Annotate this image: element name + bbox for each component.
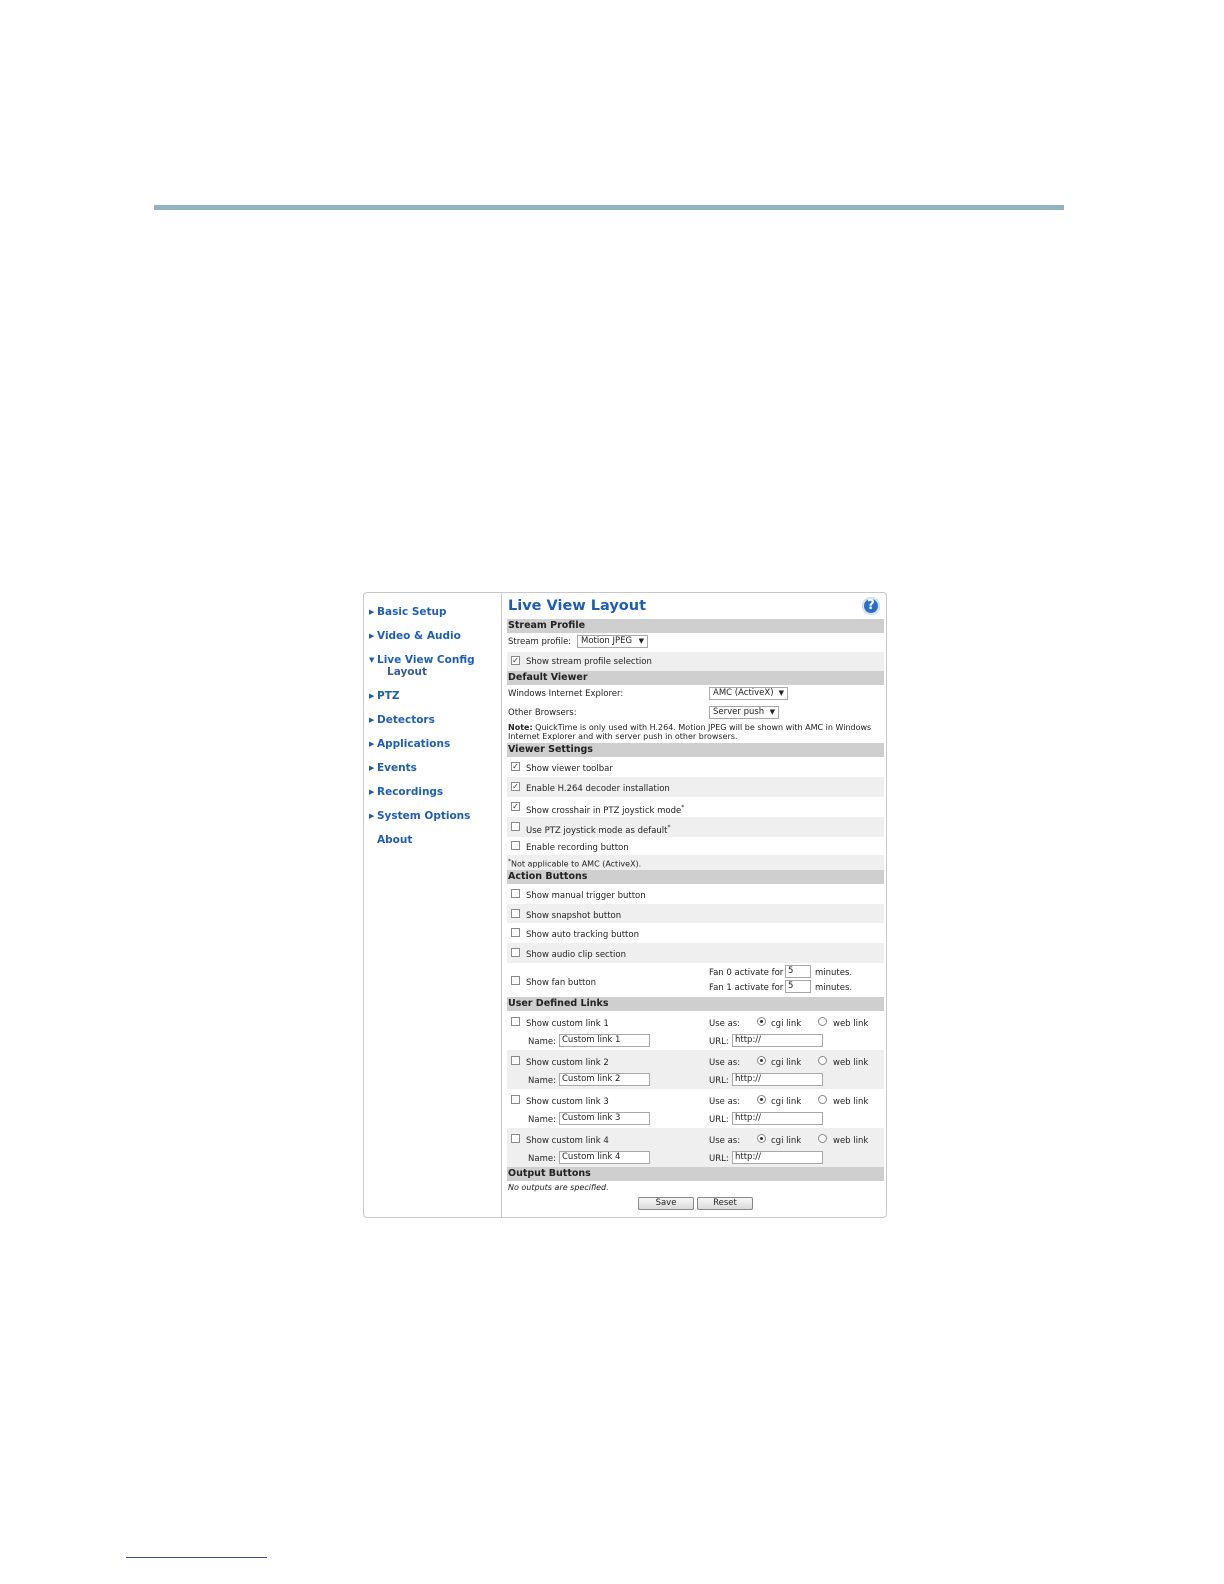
chevron-right-icon: ▶ bbox=[369, 812, 375, 820]
note-text: QuickTime is only used with H.264. Motion JPEG will be shown with AMC in Windows Internet Explorer and with server push in other browsers. bbox=[508, 723, 872, 741]
web-link-radio[interactable] bbox=[818, 1056, 827, 1065]
viewer-footnote-row: *Not applicable to AMC (ActiveX). bbox=[507, 855, 884, 870]
cgi-link-radio[interactable] bbox=[757, 1095, 766, 1104]
custom-link-4-name-input[interactable]: Custom link 4 bbox=[559, 1151, 650, 1164]
web-link-radio[interactable] bbox=[818, 1095, 827, 1104]
joystick-default-checkbox[interactable] bbox=[511, 822, 520, 831]
custom-link-3-checkbox[interactable] bbox=[511, 1095, 520, 1104]
chevron-down-icon: ▼ bbox=[769, 708, 775, 716]
chevron-right-icon: ▶ bbox=[369, 764, 375, 772]
web-link-label: web link bbox=[833, 1097, 869, 1107]
section-viewer-settings: Viewer Settings bbox=[507, 743, 884, 757]
cgi-link-label: cgi link bbox=[771, 1097, 802, 1107]
custom-link-1-checkbox[interactable] bbox=[511, 1017, 520, 1026]
sidebar bbox=[364, 593, 502, 1217]
output-buttons-row bbox=[507, 1181, 884, 1195]
custom-link-2-row bbox=[507, 1050, 884, 1089]
custom-link-3-label: Show custom link 3 bbox=[526, 1097, 609, 1107]
recording-button-label: Enable recording button bbox=[526, 843, 629, 853]
fan1-minutes-unit: minutes. bbox=[815, 983, 853, 993]
custom-link-3-url-input[interactable]: http:// bbox=[732, 1112, 823, 1125]
chevron-down-icon: ▼ bbox=[369, 656, 375, 664]
h264-decoder-checkbox[interactable]: ✓ bbox=[512, 782, 519, 791]
auto-tracking-row bbox=[507, 923, 884, 943]
section-action-buttons: Action Buttons bbox=[507, 870, 884, 884]
audio-clip-row bbox=[507, 943, 884, 963]
name-label: Name: bbox=[528, 1154, 556, 1164]
audio-clip-checkbox[interactable] bbox=[511, 948, 520, 957]
custom-link-4-url-input[interactable]: http:// bbox=[732, 1151, 823, 1164]
fan0-label: Fan 0 activate for bbox=[709, 968, 784, 978]
custom-link-1-url-input[interactable]: http:// bbox=[732, 1034, 823, 1047]
custom-link-2-url-input[interactable]: http:// bbox=[732, 1073, 823, 1086]
cgi-link-label: cgi link bbox=[771, 1019, 802, 1029]
custom-link-1-name-input[interactable]: Custom link 1 bbox=[559, 1034, 650, 1047]
chevron-right-icon: ▶ bbox=[369, 716, 375, 724]
name-label: Name: bbox=[528, 1115, 556, 1125]
custom-link-2-name-input[interactable]: Custom link 2 bbox=[559, 1073, 650, 1086]
custom-link-4-row bbox=[507, 1128, 884, 1167]
custom-link-2-label: Show custom link 2 bbox=[526, 1058, 609, 1068]
joystick-default-label: Use PTZ joystick mode as default bbox=[526, 825, 668, 836]
custom-link-3-row bbox=[507, 1089, 884, 1128]
sidebar-item-system-options[interactable]: ▶ System Options bbox=[369, 810, 471, 822]
sidebar-item-recordings[interactable]: ▶ Recordings bbox=[369, 786, 444, 798]
name-label: Name: bbox=[528, 1076, 556, 1086]
ie-viewer-row bbox=[507, 685, 884, 703]
other-browsers-select[interactable]: Server push ▼ bbox=[709, 706, 779, 719]
auto-tracking-label: Show auto tracking button bbox=[526, 930, 639, 940]
url-label: URL: bbox=[709, 1076, 729, 1086]
crosshair-row: ✓ Show crosshair in PTZ joystick mode* bbox=[512, 802, 685, 816]
url-label: URL: bbox=[709, 1115, 729, 1125]
custom-link-3-name-input[interactable]: Custom link 3 bbox=[559, 1112, 650, 1125]
save-button[interactable]: Save bbox=[638, 1197, 694, 1210]
show-stream-profile-checkbox[interactable]: ✓ bbox=[512, 656, 519, 665]
cgi-link-radio[interactable] bbox=[757, 1056, 766, 1065]
show-stream-profile-row bbox=[507, 652, 884, 671]
stream-profile-row bbox=[507, 633, 884, 652]
use-as-label: Use as: bbox=[709, 1097, 741, 1107]
chevron-right-icon: ▶ bbox=[369, 788, 375, 796]
ie-viewer-select[interactable]: AMC (ActiveX) ▼ bbox=[709, 687, 788, 700]
help-icon[interactable]: ? bbox=[862, 597, 880, 615]
chevron-right-icon: ▶ bbox=[369, 740, 375, 748]
reset-button[interactable]: Reset bbox=[697, 1197, 753, 1210]
viewer-toolbar-checkbox[interactable]: ✓ bbox=[512, 762, 519, 771]
other-browsers-label: Other Browsers: bbox=[508, 708, 577, 718]
crosshair-checkbox[interactable]: ✓ bbox=[512, 802, 519, 811]
web-link-label: web link bbox=[833, 1019, 869, 1029]
chevron-right-icon: ▶ bbox=[369, 632, 375, 640]
sidebar-item-applications[interactable]: ▶ Applications bbox=[369, 738, 451, 750]
h264-decoder-row bbox=[507, 777, 884, 797]
web-link-radio[interactable] bbox=[818, 1134, 827, 1143]
header-rule bbox=[154, 205, 1064, 210]
custom-link-1-label: Show custom link 1 bbox=[526, 1019, 609, 1029]
audio-clip-label: Show audio clip section bbox=[526, 950, 626, 960]
page-title: Live View Layout bbox=[508, 598, 647, 614]
sidebar-item-video-audio[interactable]: ▶ Video & Audio bbox=[369, 630, 461, 642]
sidebar-item-about[interactable]: About bbox=[377, 834, 413, 846]
section-output-buttons: Output Buttons bbox=[507, 1167, 884, 1181]
custom-link-1-row bbox=[507, 1011, 884, 1050]
manual-trigger-checkbox[interactable] bbox=[511, 889, 520, 898]
cgi-link-radio[interactable] bbox=[757, 1017, 766, 1026]
sidebar-item-live-view-config[interactable]: ▼ Live View Config bbox=[369, 654, 475, 666]
url-label: URL: bbox=[709, 1037, 729, 1047]
manual-trigger-label: Show manual trigger button bbox=[526, 891, 646, 901]
no-outputs-text: No outputs are specified. bbox=[508, 1183, 609, 1192]
footer-rule bbox=[126, 1557, 267, 1558]
auto-tracking-checkbox[interactable] bbox=[511, 928, 520, 937]
main-content bbox=[507, 593, 884, 1217]
cgi-link-radio[interactable] bbox=[757, 1134, 766, 1143]
viewer-toolbar-row bbox=[507, 757, 884, 777]
section-default-viewer: Default Viewer bbox=[507, 671, 884, 685]
manual-trigger-row bbox=[507, 884, 884, 904]
recording-button-checkbox[interactable] bbox=[511, 841, 520, 850]
fan-button-label: Show fan button bbox=[526, 978, 596, 988]
show-stream-profile-label: Show stream profile selection bbox=[526, 657, 652, 667]
sidebar-item-events[interactable]: ▶ Events bbox=[369, 762, 417, 774]
web-link-label: web link bbox=[833, 1136, 869, 1146]
custom-link-4-checkbox[interactable] bbox=[511, 1134, 520, 1143]
use-as-label: Use as: bbox=[709, 1136, 741, 1146]
fan-button-row bbox=[507, 963, 884, 997]
use-as-label: Use as: bbox=[709, 1019, 741, 1029]
snapshot-label: Show snapshot button bbox=[526, 911, 622, 921]
h264-decoder-label: Enable H.264 decoder installation bbox=[526, 784, 670, 794]
name-label: Name: bbox=[528, 1037, 556, 1047]
fan-button-checkbox[interactable] bbox=[511, 976, 520, 985]
sidebar-item-basic-setup[interactable]: ▶ Basic Setup bbox=[369, 606, 447, 618]
chevron-down-icon: ▼ bbox=[638, 637, 644, 645]
sidebar-subitem-layout[interactable]: Layout bbox=[387, 666, 428, 678]
viewer-note bbox=[507, 722, 884, 742]
url-label: URL: bbox=[709, 1154, 729, 1164]
snapshot-checkbox[interactable] bbox=[511, 909, 520, 918]
chevron-down-icon: ▼ bbox=[778, 689, 784, 697]
viewer-toolbar-label: Show viewer toolbar bbox=[526, 764, 613, 774]
snapshot-row bbox=[507, 904, 884, 923]
cgi-link-label: cgi link bbox=[771, 1058, 802, 1068]
sidebar-item-ptz[interactable]: ▶ PTZ bbox=[369, 690, 400, 702]
chevron-right-icon: ▶ bbox=[369, 692, 375, 700]
stream-profile-label: Stream profile: bbox=[508, 637, 572, 647]
stream-profile-select[interactable]: Motion JPEG ▼ bbox=[577, 635, 648, 648]
fan0-minutes-unit: minutes. bbox=[815, 968, 853, 978]
chevron-right-icon: ▶ bbox=[369, 608, 375, 616]
recording-button-row bbox=[507, 837, 884, 855]
other-browsers-row bbox=[507, 703, 884, 722]
viewer-footnote: Not applicable to AMC (ActiveX). bbox=[511, 859, 642, 869]
joystick-default-row: Use PTZ joystick mode as default* bbox=[507, 817, 884, 837]
fan1-label: Fan 1 activate for bbox=[709, 983, 784, 993]
custom-link-4-label: Show custom link 4 bbox=[526, 1136, 609, 1146]
section-user-defined-links: User Defined Links bbox=[507, 997, 884, 1011]
use-as-label: Use as: bbox=[709, 1058, 741, 1068]
cgi-link-label: cgi link bbox=[771, 1136, 802, 1146]
web-link-label: web link bbox=[833, 1058, 869, 1068]
custom-link-2-checkbox[interactable] bbox=[511, 1056, 520, 1065]
web-link-radio[interactable] bbox=[818, 1017, 827, 1026]
fan1-minutes-input[interactable]: 5 bbox=[785, 980, 811, 993]
sidebar-item-detectors[interactable]: ▶ Detectors bbox=[369, 714, 435, 726]
section-stream-profile: Stream Profile bbox=[507, 619, 884, 633]
fan0-minutes-input[interactable]: 5 bbox=[785, 965, 811, 978]
ie-viewer-label: Windows Internet Explorer: bbox=[508, 689, 624, 699]
live-view-layout-panel bbox=[363, 592, 887, 1218]
crosshair-label: Show crosshair in PTZ joystick mode bbox=[526, 805, 682, 816]
note-label: Note: bbox=[508, 723, 533, 732]
